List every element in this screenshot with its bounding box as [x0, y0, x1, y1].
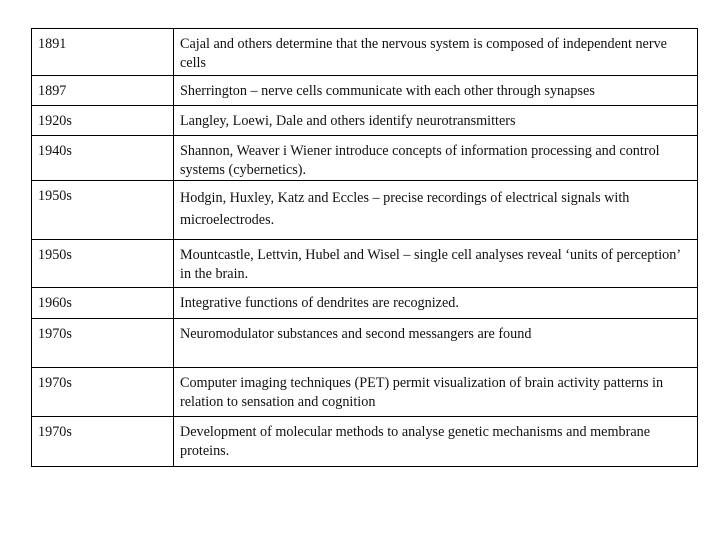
event-cell: Langley, Loewi, Dale and others identify neurotransmitters [174, 106, 698, 136]
table-row [32, 106, 698, 136]
table-row [32, 181, 698, 240]
event-cell: Sherrington – nerve cells communicate with each other through synapses [174, 76, 698, 106]
date-cell: 1960s [32, 288, 174, 319]
table-row [32, 417, 698, 467]
date-cell: 1920s [32, 106, 174, 136]
table-row [32, 136, 698, 181]
date-cell: 1950s [32, 181, 174, 240]
event-cell: Cajal and others determine that the nervous system is composed of independent nerve cells [174, 29, 698, 76]
table-row [32, 368, 698, 417]
neuroscience-timeline-table [31, 28, 698, 467]
event-cell: Hodgin, Huxley, Katz and Eccles – precise recordings of electrical signals with microelectrodes. [174, 181, 698, 240]
date-cell: 1970s [32, 319, 174, 368]
event-cell: Mountcastle, Lettvin, Hubel and Wisel – single cell analyses reveal ‘units of perception’ in the brain. [174, 240, 698, 288]
date-cell: 1950s [32, 240, 174, 288]
event-cell: Development of molecular methods to analyse genetic mechanisms and membrane proteins. [174, 417, 698, 467]
event-cell: Neuromodulator substances and second messangers are found [174, 319, 698, 368]
table-row [32, 76, 698, 106]
table-row [32, 240, 698, 288]
date-cell: 1891 [32, 29, 174, 76]
date-cell: 1897 [32, 76, 174, 106]
table-row [32, 29, 698, 76]
date-cell: 1970s [32, 417, 174, 467]
date-cell: 1970s [32, 368, 174, 417]
table-row [32, 319, 698, 368]
event-cell: Shannon, Weaver i Wiener introduce concepts of information processing and control systems (cybernetics). [174, 136, 698, 181]
date-cell: 1940s [32, 136, 174, 181]
event-cell: Computer imaging techniques (PET) permit visualization of brain activity patterns in relation to sensation and cognition [174, 368, 698, 417]
event-cell: Integrative functions of dendrites are recognized. [174, 288, 698, 319]
table-row [32, 288, 698, 319]
